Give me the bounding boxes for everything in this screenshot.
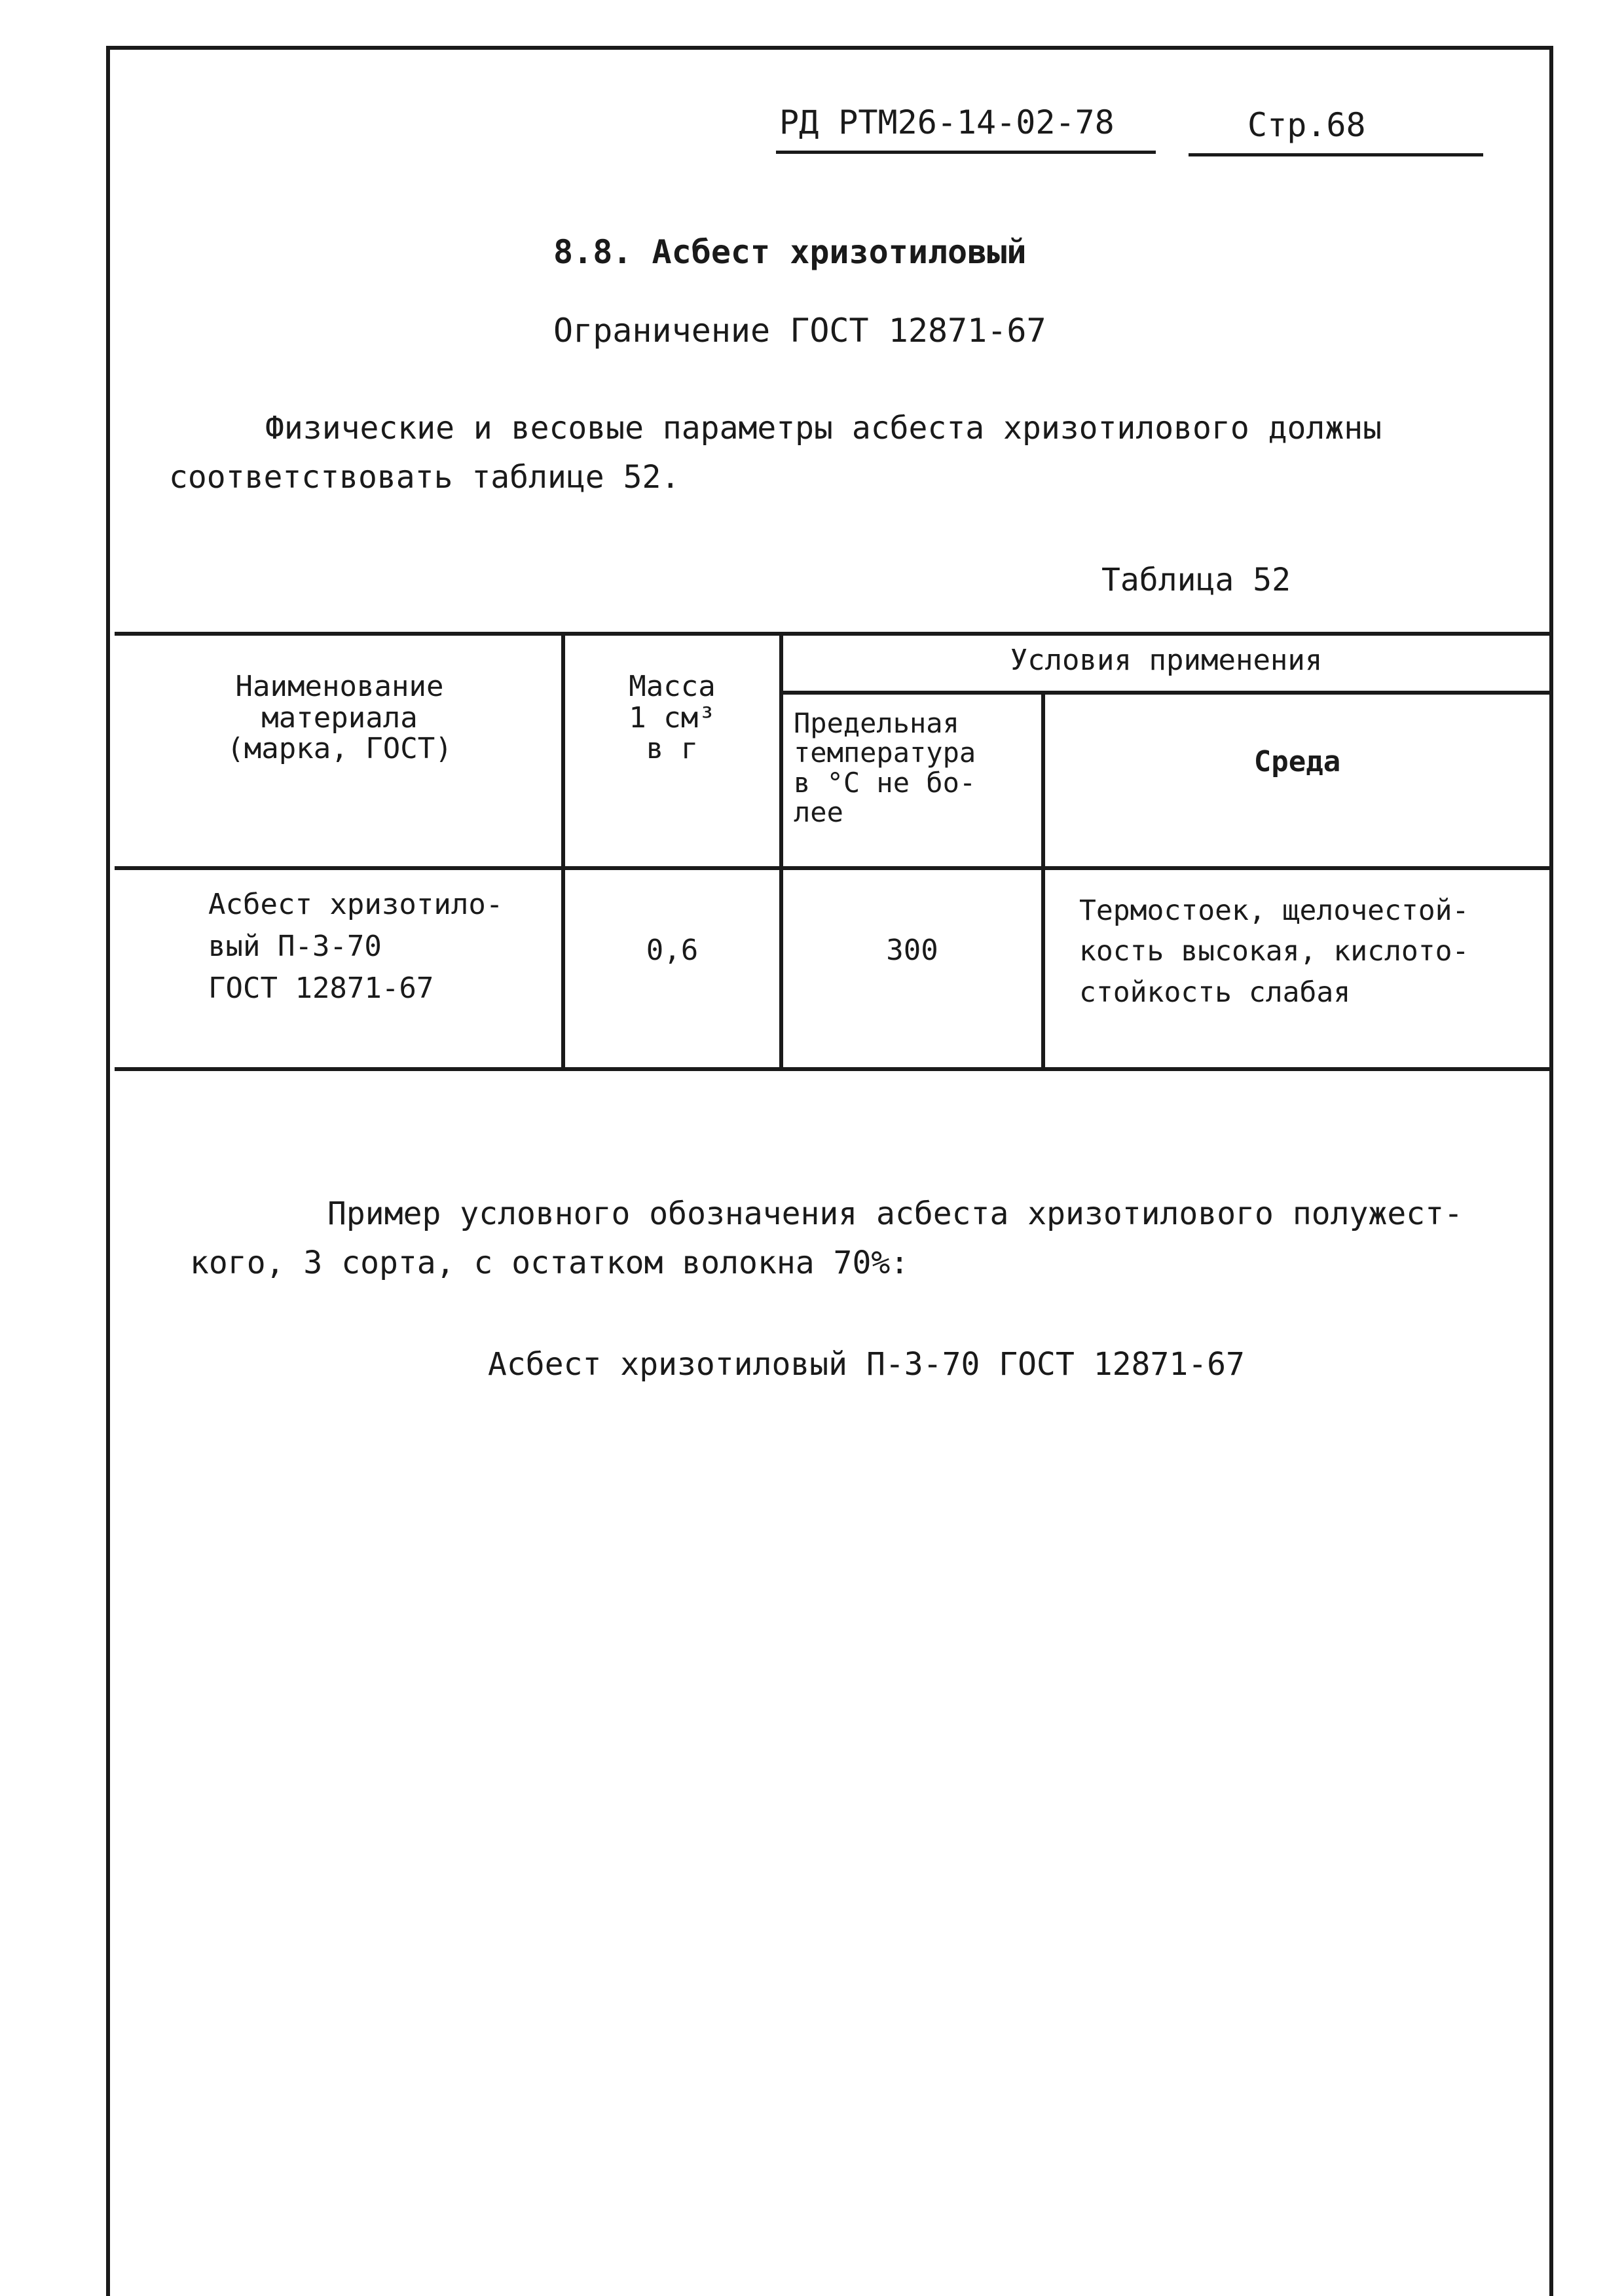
header-material xyxy=(118,671,561,765)
header-mass xyxy=(565,671,779,765)
example-line-2: кого, 3 сорта, с остатком волокна 70%: xyxy=(190,1245,910,1281)
row-medium-line: Термостоек, щелочестой- xyxy=(1079,894,1469,927)
page-number-underline xyxy=(1189,153,1483,156)
header-temperature xyxy=(794,708,1041,827)
row-material-line: Асбест хризотило- xyxy=(208,888,504,921)
table-header-bottom xyxy=(115,866,1553,870)
section-restriction: Ограничение ГОСТ 12871-67 xyxy=(553,312,1046,350)
paragraph-line-2: соответствовать таблице 52. xyxy=(169,459,680,496)
page-number: Стр.68 xyxy=(1247,106,1366,144)
header-temperature-line: в °С не бо- xyxy=(794,766,976,799)
row-1-temperature xyxy=(783,935,1041,966)
row-1-mass xyxy=(565,935,779,966)
page-frame-right xyxy=(1549,46,1553,2296)
header-medium-text: Среда xyxy=(1253,745,1341,778)
row-1-material xyxy=(208,884,561,1009)
header-conditions-text: Условия применения xyxy=(1010,644,1323,677)
table-col-divider-2 xyxy=(779,632,783,1069)
section-title: 8.8. Асбест хризотиловый xyxy=(553,233,1027,271)
row-material-line: вый П-3-70 xyxy=(208,929,382,963)
example-line-1: Пример условного обозначения асбеста хризотилового полужест- xyxy=(327,1195,1463,1232)
header-material-line: (марка, ГОСТ) xyxy=(227,732,452,766)
header-medium xyxy=(1045,746,1549,778)
header-temperature-line: лее xyxy=(794,796,843,829)
row-material-line: ГОСТ 12871-67 xyxy=(208,971,434,1005)
paragraph-line-1: Физические и весовые параметры асбеста хризотилового должны xyxy=(265,410,1382,446)
header-temperature-line: температура xyxy=(794,737,976,769)
table-caption: Таблица 52 xyxy=(1101,562,1291,598)
document-code-underline xyxy=(776,151,1156,154)
row-medium-line: кость высокая, кислото- xyxy=(1079,935,1469,968)
row-mass-value: 0,6 xyxy=(646,934,699,967)
row-1-medium xyxy=(1079,890,1549,1013)
document-code: РД РТМ26-14-02-78 xyxy=(779,103,1115,141)
header-temperature-line: Предельная xyxy=(794,707,959,739)
header-mass-line: Масса xyxy=(629,670,716,703)
example-designation: Асбест хризотиловый П-3-70 ГОСТ 12871-67 xyxy=(488,1346,1245,1383)
page-frame-top xyxy=(106,46,1553,50)
row-medium-line: стойкость слабая xyxy=(1079,975,1351,1009)
table-subheader-line xyxy=(779,691,1553,695)
header-mass-line: в г xyxy=(646,732,699,766)
table-border-bottom xyxy=(115,1067,1553,1071)
row-temperature-value: 300 xyxy=(886,934,938,967)
table-border-top xyxy=(115,632,1553,636)
header-material-line: Наименование xyxy=(235,670,444,703)
header-mass-line: 1 см³ xyxy=(629,701,716,735)
header-material-line: материала xyxy=(261,701,418,735)
header-conditions xyxy=(783,645,1549,676)
page-frame-left xyxy=(106,46,110,2296)
